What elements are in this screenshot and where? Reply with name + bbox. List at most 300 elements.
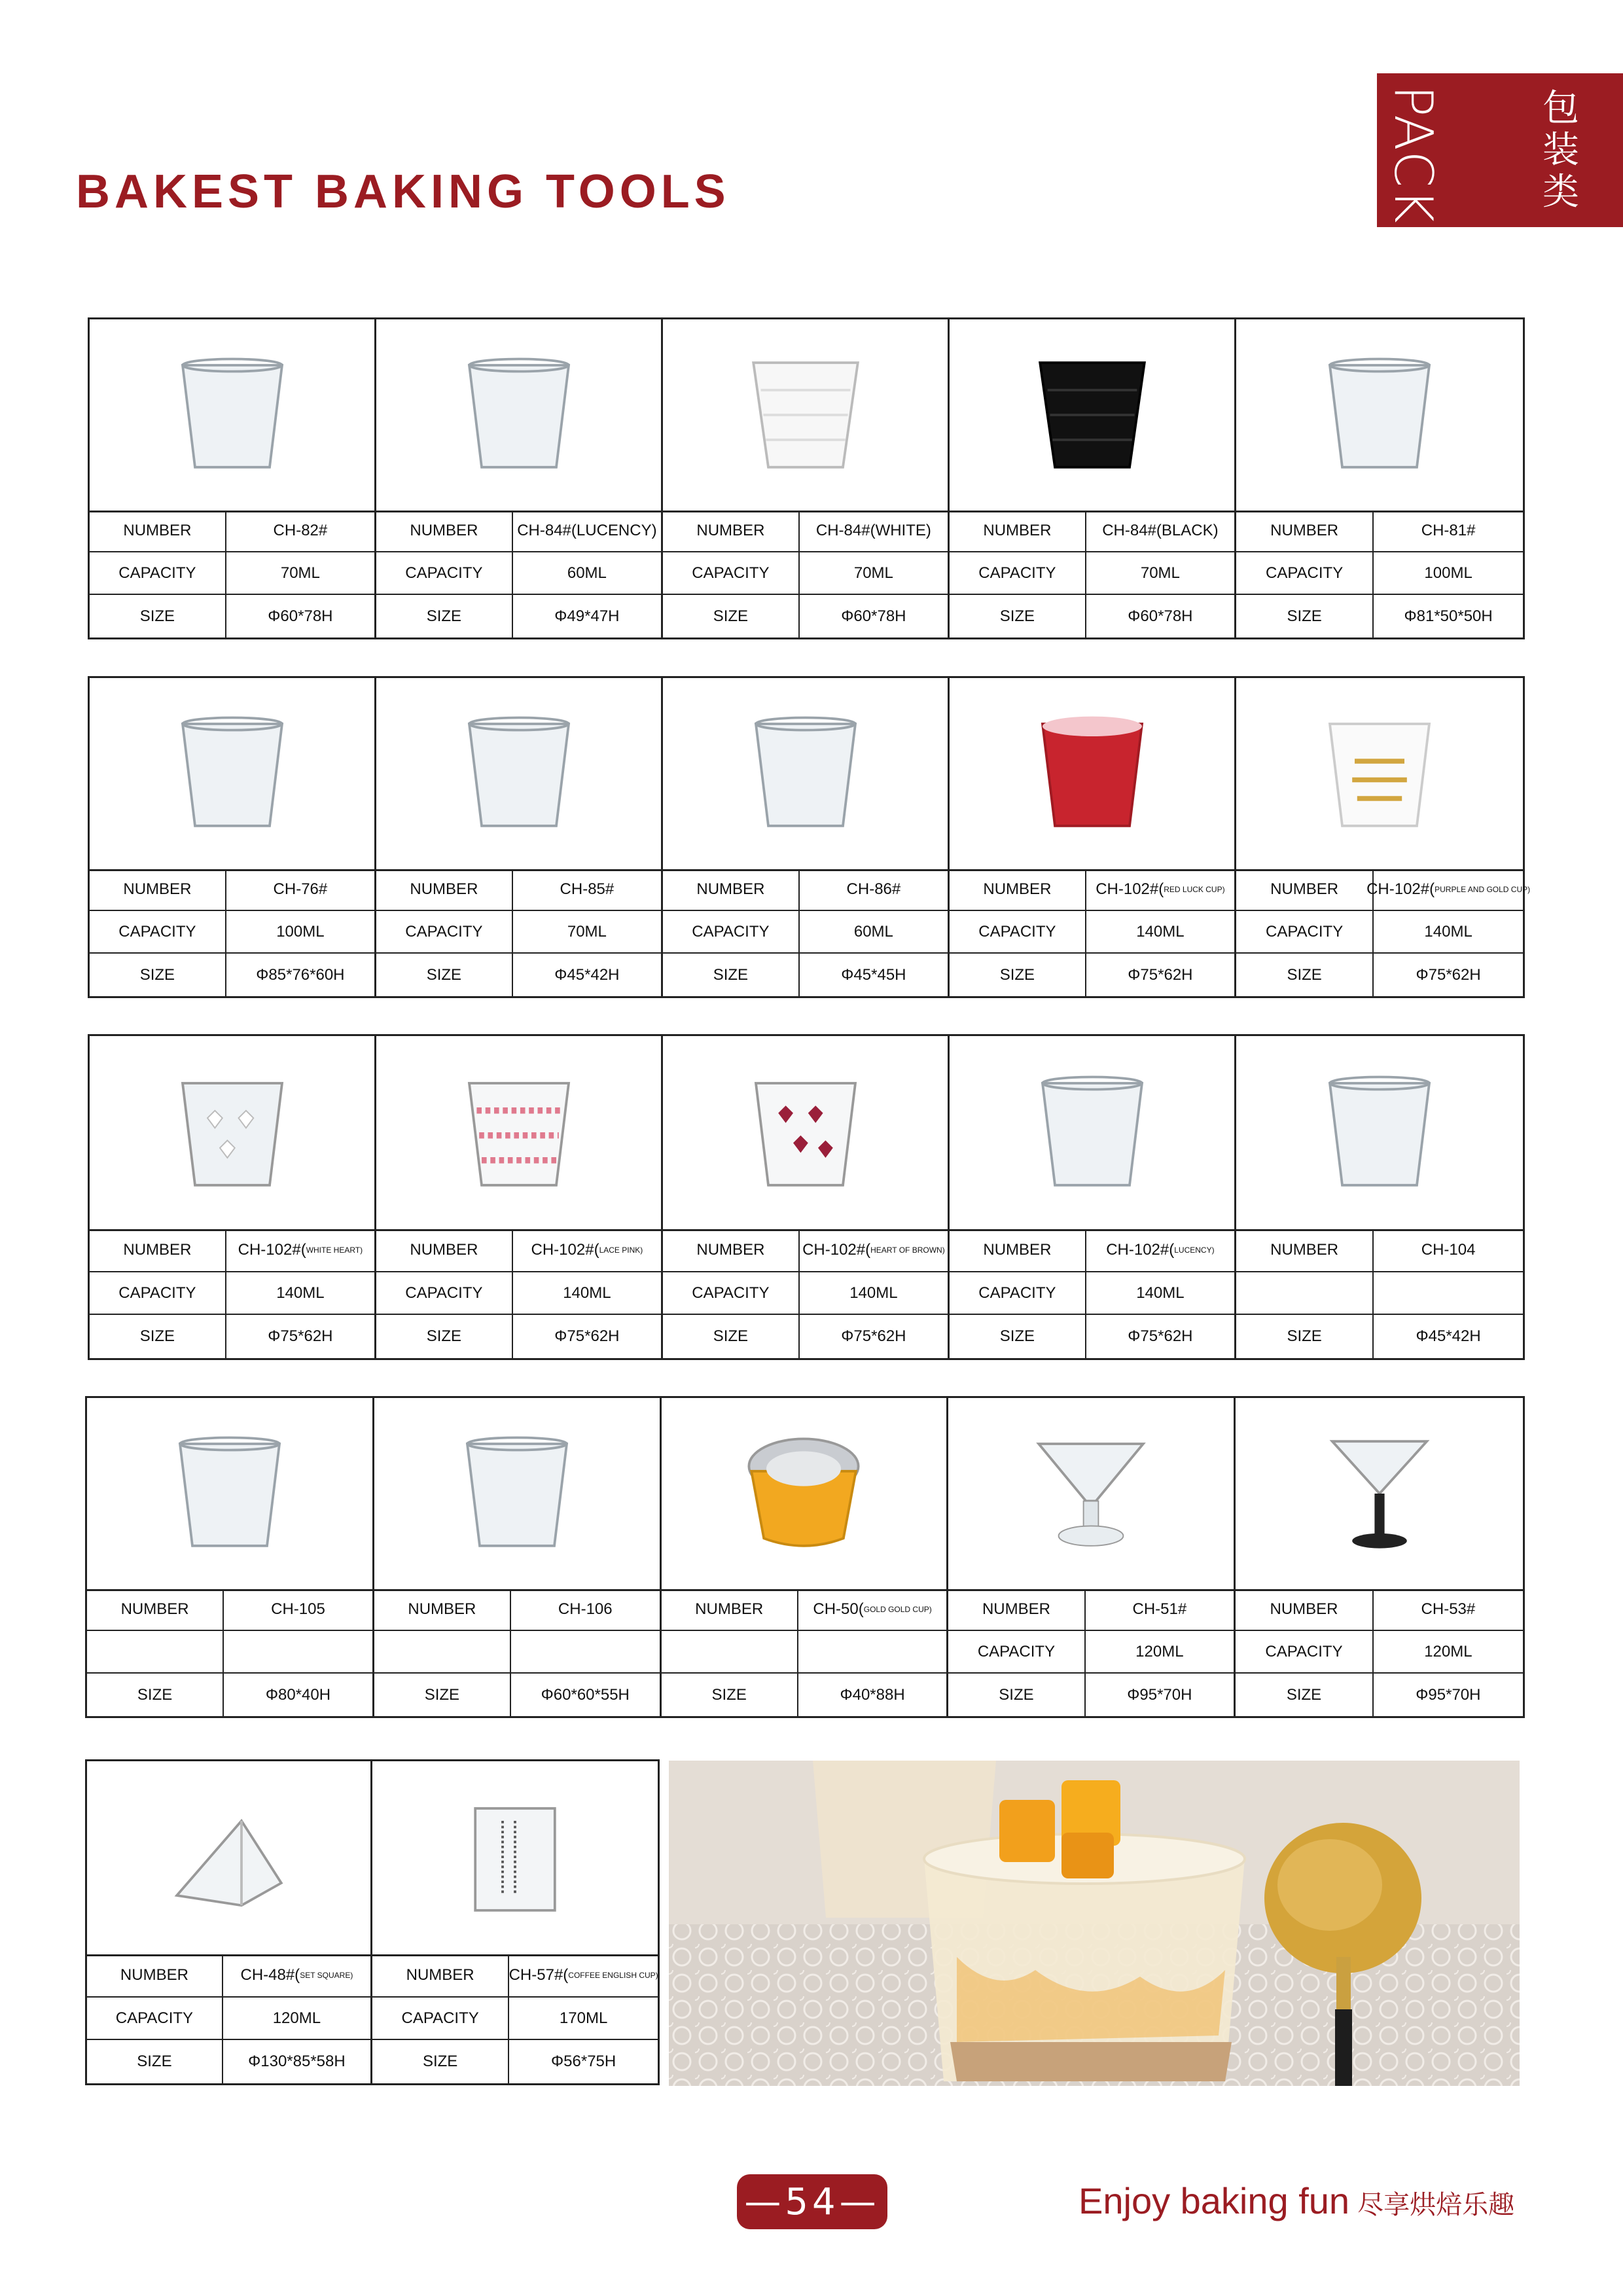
product-card — [90, 678, 376, 996]
capacity-row — [90, 1272, 374, 1316]
size-row — [663, 1315, 948, 1358]
product-number — [800, 511, 948, 552]
product-number-note: RED LUCK CUP) — [1164, 884, 1225, 894]
product-size: Φ75*62H — [554, 1327, 620, 1346]
size-row — [1236, 1315, 1523, 1358]
number-row — [87, 1954, 370, 1998]
product-size: Φ60*78H — [841, 607, 906, 625]
number-row — [90, 511, 374, 553]
product-number — [1374, 511, 1523, 552]
capacity-row — [1236, 1631, 1523, 1674]
capacity-row — [374, 1631, 660, 1674]
capacity-row — [90, 552, 374, 595]
product-size: Φ75*62H — [1128, 965, 1193, 984]
product-number — [226, 511, 374, 552]
dessert-photo-illustration — [669, 1761, 1520, 2086]
product-grid — [88, 676, 1531, 998]
product-card — [376, 1036, 663, 1358]
product-image — [376, 319, 661, 512]
size-label: SIZE — [376, 1315, 513, 1358]
product-image — [1236, 319, 1523, 512]
cube-box-icon — [455, 1431, 579, 1556]
product-image — [376, 678, 661, 871]
number-label: NUMBER — [376, 511, 513, 552]
product-image — [663, 678, 948, 871]
product-number-value: CH-48#( — [240, 1965, 300, 1984]
product-card — [662, 1398, 949, 1716]
product-number-value: CH-51# — [1132, 1600, 1187, 1618]
red-cup-icon — [1030, 711, 1154, 836]
product-number — [1086, 869, 1234, 910]
size-row — [662, 1674, 947, 1716]
product-grid — [85, 1396, 1525, 1718]
product-number — [1086, 1589, 1234, 1630]
product-size: Φ45*42H — [1416, 1327, 1481, 1346]
capacity-row — [663, 911, 948, 954]
size-label: SIZE — [950, 1315, 1086, 1358]
number-label: NUMBER — [90, 511, 226, 552]
size-row — [374, 1674, 660, 1716]
size-label: SIZE — [663, 595, 800, 637]
number-row — [376, 511, 661, 553]
product-capacity: 120ML — [272, 2009, 321, 2027]
product-image — [372, 1761, 658, 1956]
capacity-label: CAPACITY — [376, 552, 513, 594]
product-number-note: PURPLE AND GOLD CUP) — [1435, 884, 1531, 894]
product-size: Φ75*62H — [268, 1327, 333, 1346]
product-number-value: CH-57#( — [508, 1965, 569, 1984]
angled-clear-cup-icon — [170, 353, 294, 477]
product-number-note: LUCENCY) — [1174, 1245, 1215, 1255]
number-label: NUMBER — [90, 1229, 226, 1271]
product-card — [1236, 1398, 1523, 1716]
number-row — [950, 511, 1234, 553]
number-label: NUMBER — [1236, 1589, 1374, 1630]
number-label: NUMBER — [374, 1589, 511, 1630]
product-card — [87, 1398, 374, 1716]
product-image — [1236, 678, 1523, 871]
number-label: NUMBER — [663, 869, 800, 910]
product-number-note: LACE PINK) — [599, 1245, 643, 1255]
size-label: SIZE — [950, 954, 1086, 996]
number-label: NUMBER — [376, 869, 513, 910]
gold-print-cup-icon — [1317, 711, 1442, 836]
number-row — [950, 1229, 1234, 1272]
capacity-row — [950, 911, 1234, 954]
number-label: NUMBER — [662, 1589, 798, 1630]
product-number-value: CH-106 — [558, 1600, 613, 1618]
size-label: SIZE — [1236, 1674, 1374, 1716]
product-image — [662, 1398, 947, 1591]
capacity-label: CAPACITY — [950, 911, 1086, 952]
capacity-row — [90, 911, 374, 954]
number-label: NUMBER — [950, 511, 1086, 552]
capacity-label: CAPACITY — [663, 1272, 800, 1314]
product-card — [1236, 678, 1531, 996]
product-size: Φ130*85*58H — [248, 2053, 346, 2071]
product-capacity: 100ML — [276, 922, 325, 941]
number-row — [950, 869, 1234, 912]
product-number — [1374, 1589, 1523, 1630]
product-number-value: CH-53# — [1421, 1600, 1476, 1618]
brown-heart-cup-icon — [743, 1071, 868, 1195]
capacity-row — [663, 552, 948, 595]
slogan-cn: 尽享烘焙乐趣 — [1357, 2190, 1515, 2220]
product-image — [950, 319, 1234, 512]
heart-clear-cup-icon — [1317, 1071, 1442, 1195]
number-label: NUMBER — [90, 869, 226, 910]
product-capacity — [1374, 1272, 1523, 1314]
product-size: Φ75*62H — [1128, 1327, 1193, 1346]
size-row — [90, 595, 374, 637]
square-print-cup-icon — [453, 1796, 577, 1920]
size-row — [90, 954, 374, 996]
slogan — [1079, 2179, 1514, 2222]
number-row — [376, 1229, 661, 1272]
capacity-label: CAPACITY — [90, 1272, 226, 1314]
square-white-cup-icon — [743, 353, 868, 477]
size-label: SIZE — [663, 954, 800, 996]
size-label: SIZE — [1236, 595, 1374, 637]
product-number — [511, 1589, 660, 1630]
number-row — [376, 869, 661, 912]
capacity-row — [1236, 552, 1523, 595]
product-size: Φ45*45H — [841, 965, 906, 984]
product-size: Φ60*78H — [1128, 607, 1193, 625]
capacity-row — [372, 1998, 658, 2041]
capacity-label: CAPACITY — [663, 552, 800, 594]
capacity-label: CAPACITY — [950, 1272, 1086, 1314]
product-number-value: CH-102#( — [531, 1240, 599, 1259]
product-card — [950, 319, 1236, 637]
product-number-value: CH-81# — [1421, 521, 1476, 539]
product-card — [1236, 319, 1523, 637]
product-size: Φ60*60*55H — [541, 1685, 630, 1704]
product-number-note: GOLD GOLD CUP) — [863, 1604, 932, 1614]
product-number-note: COFFEE ENGLISH CUP) — [568, 1970, 658, 1980]
size-row — [376, 954, 661, 996]
product-number — [800, 869, 948, 910]
capacity-row — [663, 1272, 948, 1316]
oval-clear-cup-icon — [1317, 353, 1442, 477]
foil-cup-icon — [741, 1431, 866, 1556]
product-number-note: HEART OF BROWN) — [870, 1245, 945, 1255]
product-number-value: CH-82# — [273, 521, 328, 539]
size-label: SIZE — [87, 2040, 223, 2083]
product-number-value: CH-50( — [813, 1600, 864, 1618]
product-capacity — [224, 1631, 372, 1672]
capacity-row — [1236, 911, 1523, 954]
product-image — [376, 1036, 661, 1231]
size-row — [948, 1674, 1234, 1716]
product-image — [950, 1036, 1234, 1231]
brand-title: BAKEST BAKING TOOLS — [76, 166, 730, 218]
number-row — [1236, 1589, 1523, 1632]
number-label: NUMBER — [1236, 869, 1374, 910]
number-row — [1236, 511, 1523, 553]
product-image — [90, 678, 374, 871]
number-label: NUMBER — [376, 1229, 513, 1271]
number-label: NUMBER — [663, 511, 800, 552]
product-card — [372, 1761, 658, 2083]
product-card — [950, 678, 1236, 996]
size-label: SIZE — [950, 595, 1086, 637]
slogan-en: Enjoy baking fun — [1079, 2180, 1350, 2221]
capacity-label: CAPACITY — [90, 911, 226, 952]
product-card — [663, 319, 950, 637]
swirl-clear-cup-icon — [170, 711, 294, 836]
product-size: Φ95*70H — [1416, 1685, 1481, 1704]
product-number-value: CH-102#( — [1096, 880, 1164, 898]
product-capacity — [798, 1631, 947, 1672]
size-row — [376, 595, 661, 637]
product-grid — [88, 317, 1525, 639]
capacity-label: CAPACITY — [1236, 552, 1374, 594]
size-label: SIZE — [372, 2040, 509, 2083]
size-row — [1236, 1674, 1523, 1716]
product-number — [798, 1589, 947, 1630]
product-card — [376, 319, 663, 637]
product-size: Φ75*62H — [1416, 965, 1481, 984]
size-label: SIZE — [1236, 954, 1374, 996]
product-size: Φ95*70H — [1127, 1685, 1192, 1704]
number-label: NUMBER — [87, 1954, 223, 1996]
slant-tube-cup-icon — [168, 1431, 292, 1556]
product-number — [223, 1954, 370, 1996]
product-image — [950, 678, 1234, 871]
product-number-value: CH-102#( — [1366, 880, 1435, 898]
number-row — [1236, 1229, 1523, 1272]
product-capacity: 70ML — [1140, 564, 1180, 582]
product-number-value: CH-84#(LUCENCY) — [517, 521, 657, 539]
capacity-row — [662, 1631, 947, 1674]
number-row — [663, 869, 948, 912]
size-row — [90, 1315, 374, 1358]
page-number: —54— — [737, 2174, 887, 2229]
capacity-row — [950, 552, 1234, 595]
product-number-value: CH-85# — [560, 880, 615, 898]
size-label: SIZE — [948, 1674, 1085, 1716]
number-label: NUMBER — [1236, 511, 1374, 552]
capacity-label — [87, 1631, 224, 1672]
product-card — [948, 1398, 1236, 1716]
product-image — [87, 1398, 372, 1591]
product-image — [374, 1398, 660, 1591]
product-size: Φ75*62H — [841, 1327, 906, 1346]
product-card — [663, 678, 950, 996]
product-capacity: 60ML — [567, 564, 607, 582]
capacity-row — [376, 1272, 661, 1316]
product-number-value: CH-76# — [273, 880, 328, 898]
capacity-row — [1236, 1272, 1523, 1316]
product-number — [509, 1954, 658, 1996]
capacity-label — [1236, 1272, 1374, 1314]
product-capacity: 120ML — [1424, 1642, 1472, 1660]
product-number-value: CH-104 — [1421, 1240, 1476, 1259]
number-row — [374, 1589, 660, 1632]
number-label: NUMBER — [372, 1954, 509, 1996]
product-number — [513, 1229, 661, 1271]
product-capacity: 140ML — [276, 1283, 325, 1302]
size-label: SIZE — [376, 954, 513, 996]
number-row — [948, 1589, 1234, 1632]
capacity-row — [948, 1631, 1234, 1674]
number-label: NUMBER — [950, 1229, 1086, 1271]
size-label: SIZE — [376, 595, 513, 637]
lace-pink-cup-icon — [457, 1071, 581, 1195]
category-tab — [1377, 73, 1623, 227]
product-number-value: CH-84#(BLACK) — [1102, 521, 1219, 539]
capacity-label: CAPACITY — [376, 911, 513, 952]
number-row — [663, 1229, 948, 1272]
size-row — [1236, 595, 1523, 637]
product-image — [90, 1036, 374, 1231]
product-image — [948, 1398, 1234, 1591]
product-image — [87, 1761, 370, 1956]
number-row — [663, 511, 948, 553]
product-card — [90, 1036, 376, 1358]
product-size: Φ80*40H — [265, 1685, 331, 1704]
size-label: SIZE — [663, 1315, 800, 1358]
capacity-label — [374, 1631, 511, 1672]
size-row — [372, 2040, 658, 2083]
product-size: Φ56*75H — [551, 2053, 616, 2071]
product-number-value: CH-102#( — [238, 1240, 306, 1259]
square-black-cup-icon — [1030, 353, 1154, 477]
product-image — [663, 1036, 948, 1231]
product-number-note: WHITE HEART) — [306, 1245, 363, 1255]
product-capacity: 60ML — [853, 922, 893, 941]
size-label: SIZE — [87, 1674, 224, 1716]
cone-stem-cup-icon — [1029, 1431, 1153, 1556]
size-row — [1236, 954, 1523, 996]
capacity-label: CAPACITY — [948, 1631, 1085, 1672]
size-row — [663, 954, 948, 996]
dessert-photo — [669, 1761, 1520, 2086]
product-image — [663, 319, 948, 512]
capacity-label: CAPACITY — [372, 1998, 509, 2039]
product-number-value: CH-84#(WHITE) — [815, 521, 931, 539]
round-clear-cup-icon — [743, 711, 868, 836]
number-row — [372, 1954, 658, 1998]
product-number — [1366, 869, 1531, 910]
size-row — [87, 2040, 370, 2083]
product-capacity: 140ML — [1136, 1283, 1185, 1302]
capacity-row — [376, 552, 661, 595]
size-row — [87, 1674, 372, 1716]
number-label: NUMBER — [1236, 1229, 1374, 1271]
product-size: Φ60*78H — [268, 607, 333, 625]
product-size: Φ40*88H — [840, 1685, 905, 1704]
product-number — [1374, 1229, 1523, 1271]
number-row — [662, 1589, 947, 1632]
square-clear-cup-icon — [457, 353, 581, 477]
capacity-row — [87, 1998, 370, 2041]
product-capacity: 140ML — [1136, 922, 1185, 941]
product-capacity: 100ML — [1424, 564, 1472, 582]
capacity-label: CAPACITY — [1236, 911, 1374, 952]
product-capacity: 120ML — [1135, 1642, 1184, 1660]
number-row — [90, 1229, 374, 1272]
size-label: SIZE — [1236, 1315, 1374, 1358]
product-capacity: 170ML — [559, 2009, 608, 2027]
number-row — [1236, 869, 1531, 912]
product-number-value: CH-102#( — [802, 1240, 871, 1259]
product-size: Φ81*50*50H — [1404, 607, 1493, 625]
cube-clear-cup-icon — [457, 711, 581, 836]
product-capacity: 70ML — [280, 564, 320, 582]
white-heart-cup-icon — [170, 1071, 294, 1195]
size-row — [376, 1315, 661, 1358]
product-number-value: CH-86# — [846, 880, 901, 898]
product-number-note: SET SQUARE) — [300, 1970, 353, 1980]
product-number-value: CH-102#( — [1106, 1240, 1175, 1259]
product-capacity: 70ML — [567, 922, 607, 941]
capacity-label: CAPACITY — [663, 911, 800, 952]
product-image — [1236, 1036, 1523, 1231]
number-row — [87, 1589, 372, 1632]
product-capacity: 140ML — [563, 1283, 611, 1302]
size-label: SIZE — [662, 1674, 798, 1716]
capacity-row — [376, 911, 661, 954]
product-number — [1086, 511, 1234, 552]
product-card — [663, 1036, 950, 1358]
product-card — [90, 319, 376, 637]
size-row — [950, 954, 1234, 996]
size-label: SIZE — [90, 595, 226, 637]
product-image — [1236, 1398, 1523, 1591]
number-label: NUMBER — [663, 1229, 800, 1271]
product-grid — [88, 1034, 1525, 1360]
product-number — [1086, 1229, 1234, 1271]
product-grid — [85, 1759, 660, 2085]
number-row — [90, 869, 374, 912]
product-capacity: 140ML — [849, 1283, 898, 1302]
size-label: SIZE — [90, 1315, 226, 1358]
number-label: NUMBER — [87, 1589, 224, 1630]
size-label: SIZE — [90, 954, 226, 996]
product-card — [376, 678, 663, 996]
product-image — [90, 319, 374, 512]
capacity-label: CAPACITY — [376, 1272, 513, 1314]
capacity-row — [87, 1631, 372, 1674]
product-capacity — [511, 1631, 660, 1672]
product-capacity: 140ML — [1424, 922, 1472, 941]
product-size: Φ49*47H — [554, 607, 620, 625]
size-row — [950, 595, 1234, 637]
product-size: Φ85*76*60H — [256, 965, 345, 984]
product-size: Φ45*42H — [554, 965, 620, 984]
capacity-label: CAPACITY — [1236, 1631, 1374, 1672]
triangle-box-icon — [167, 1796, 291, 1920]
capacity-label — [662, 1631, 798, 1672]
product-card — [87, 1761, 372, 2083]
clear-round-cup-icon — [1030, 1071, 1154, 1195]
capacity-label: CAPACITY — [950, 552, 1086, 594]
product-number — [224, 1589, 372, 1630]
capacity-row — [950, 1272, 1234, 1316]
product-number — [226, 869, 374, 910]
capacity-label: CAPACITY — [90, 552, 226, 594]
product-number — [226, 1229, 374, 1271]
product-card — [1236, 1036, 1523, 1358]
size-row — [663, 595, 948, 637]
product-number — [513, 869, 661, 910]
size-label: SIZE — [374, 1674, 511, 1716]
number-label: NUMBER — [950, 869, 1086, 910]
size-row — [950, 1315, 1234, 1358]
number-label: NUMBER — [948, 1589, 1085, 1630]
